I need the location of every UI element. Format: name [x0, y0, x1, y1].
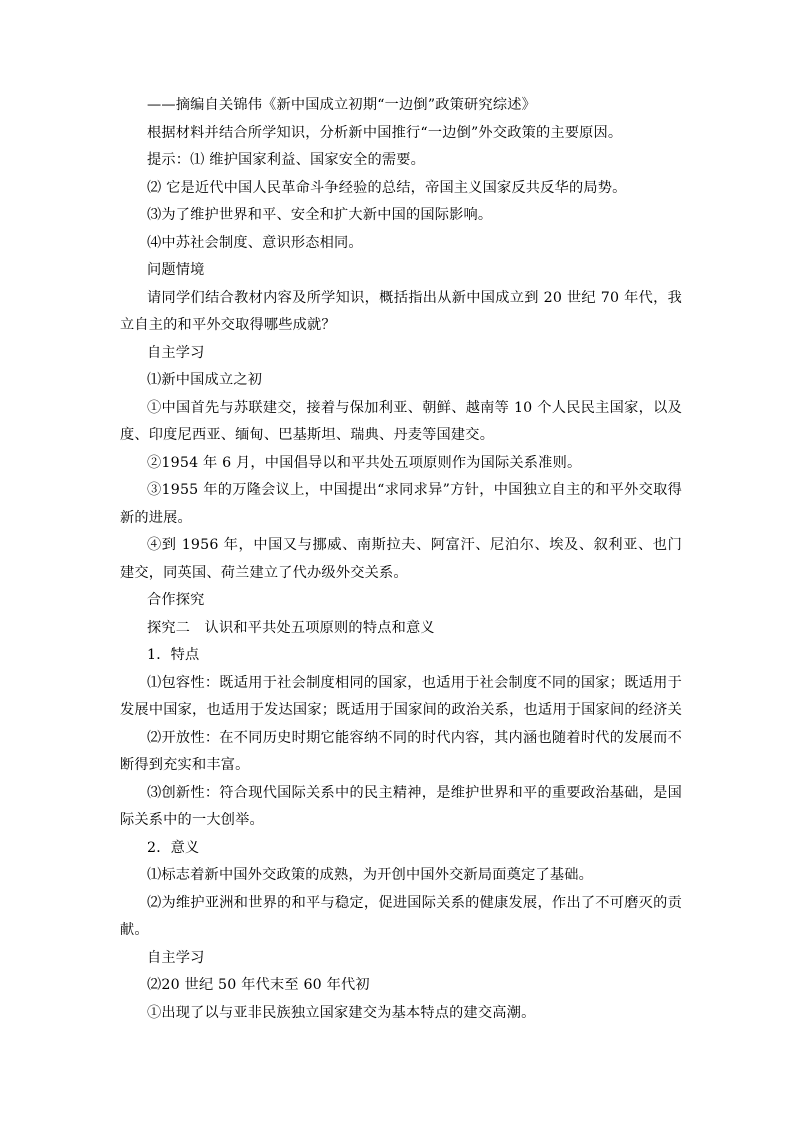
text-line: 自主学习: [147, 344, 205, 361]
text-line: ⑶创新性：符合现代国际关系中的民主精神，是维护世界和平的重要政治基础，是国: [147, 784, 682, 801]
text-line: ⑷中苏社会制度、意识形态相同。: [147, 234, 363, 251]
text-line: ⑵20 世纪 50 年代末至 60 年代初: [147, 977, 370, 993]
text-line: ——摘编自关锦伟《新中国成立初期“一边倒”政策研究综述》: [147, 97, 536, 113]
text-line: 2．意义: [147, 839, 200, 856]
text-line: 合作探究: [147, 592, 205, 608]
text-line: 请同学们结合教材内容及所学知识，概括指出从新中国成立到 20 世纪 70 年代，我: [147, 289, 682, 306]
text-line: 探究二 认识和平共处五项原则的特点和意义: [147, 619, 435, 636]
text-line: ⑵ 它是近代中国人民革命斗争经验的总结，帝国主义国家反共反华的局势。: [147, 179, 627, 196]
text-line: ⑵为维护亚洲和世界的和平与稳定，促进国际关系的健康发展，作出了不可磨灭的贡: [147, 894, 682, 911]
text-line: 提示：⑴ 维护国家利益、国家安全的需要。: [147, 152, 426, 168]
text-line: ①中国首先与苏联建交，接着与保加利亚、朝鲜、越南等 10 个人民民主国家，以及: [147, 399, 682, 416]
text-line: ⑶为了维护世界和平、安全和扩大新中国的国际影响。: [147, 207, 493, 223]
text-line: ⑴新中国成立之初: [147, 372, 263, 388]
text-line: 自主学习: [147, 949, 205, 966]
text-line: 问题情境: [147, 262, 205, 278]
text-line: 根据材料并结合所学知识，分析新中国推行“一边倒”外交政策的主要原因。: [147, 124, 623, 141]
text-line: ③1955 年的万隆会议上，中国提出“求同求异”方针，中国独立自主的和平外交取得: [147, 482, 682, 498]
text-line: ⑵开放性：在不同历史时期它能容纳不同的时代内容，其内涵也随着时代的发展而不: [147, 729, 682, 746]
text-line: ④到 1956 年，中国又与挪威、南斯拉夫、阿富汗、尼泊尔、埃及、叙利亚、也门: [147, 537, 682, 553]
text-line: 献。: [120, 922, 149, 938]
text-line: ①出现了以与亚非民族独立国家建交为基本特点的建交高潮。: [147, 1004, 536, 1021]
text-line: ⑴包容性：既适用于社会制度相同的国家，也适用于社会制度不同的国家；既适用于: [147, 674, 682, 691]
text-line: 际关系中的一大创举。: [120, 812, 264, 828]
text-line: ②1954 年 6 月，中国倡导以和平共处五项原则作为国际关系准则。: [147, 454, 582, 471]
text-line: 立自主的和平外交取得哪些成就？: [120, 317, 336, 333]
text-line: 断得到充实和丰富。: [120, 757, 250, 773]
text-line: 度、印度尼西亚、缅甸、巴基斯坦、瑞典、丹麦等国建交。: [120, 427, 495, 443]
text-line: 建交，同英国、荷兰建立了代办级外交关系。: [120, 564, 408, 581]
text-line: ⑴标志着新中国外交政策的成熟，为开创中国外交新局面奠定了基础。: [147, 867, 594, 883]
text-line: 1．特点: [147, 647, 200, 663]
text-line: 新的进展。: [120, 509, 192, 526]
document-page: [120, 92, 682, 1027]
text-line: 发展中国家，也适用于发达国家；既适用于国家间的政治关系，也适用于国家间的经济关: [120, 702, 682, 718]
